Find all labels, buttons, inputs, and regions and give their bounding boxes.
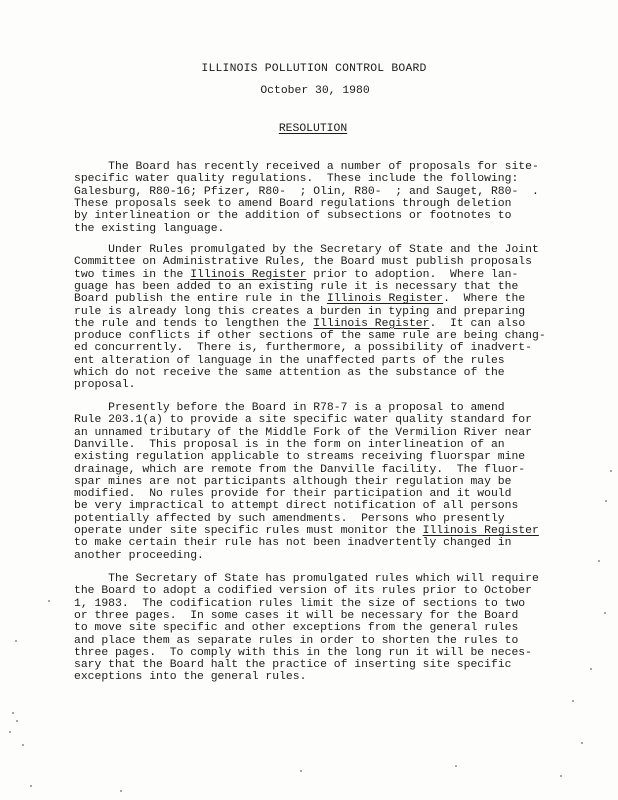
text-line	[74, 256, 532, 268]
text-line	[74, 500, 518, 512]
text-run: ed concurrently. There is, furthermore, a possibility of inadvert-	[74, 342, 532, 355]
text-run: The Secretary of State has promulgated rules which will require	[74, 573, 539, 585]
text-line	[74, 610, 518, 622]
scan-speck	[15, 640, 17, 642]
text-run: guage has been added to an existing rule it is necessary that the	[74, 280, 519, 293]
text-run: These proposals seek to amend Board regulations through deletion	[74, 197, 512, 210]
text-run: potentially affected by such amendments. Persons who presently	[74, 512, 505, 525]
text-line	[74, 161, 539, 173]
text-line	[74, 186, 539, 198]
text-run: rule is already long this creates a burden in typing and preparing	[74, 305, 526, 318]
text-line	[74, 367, 505, 379]
scan-speck	[9, 731, 11, 733]
text-line	[74, 293, 525, 305]
text-run: Danville. This proposal is in the form on interlineation of an	[74, 438, 505, 451]
text-line	[74, 622, 518, 634]
text-line	[74, 210, 511, 222]
text-line	[74, 585, 532, 597]
scan-speck	[30, 785, 32, 787]
scan-speck	[12, 712, 14, 714]
text-run: by interlineation or the addition of subsections or footnotes to	[74, 210, 512, 223]
text-line	[74, 355, 505, 367]
text-run: the Board to adopt a codified version of its rules prior to October	[74, 585, 532, 598]
text-run: an unnamed tributary of the Middle Fork of the Vermilion River near	[74, 426, 532, 439]
text-line	[74, 269, 518, 281]
scan-speck	[22, 744, 24, 746]
underlined-title: Illinois Register	[190, 268, 307, 281]
text-line	[74, 598, 525, 610]
text-run: produce conflicts if other sections of the same rule are being chang-	[74, 330, 546, 343]
text-line	[74, 513, 505, 525]
scan-speck	[48, 600, 50, 602]
text-run: to move site specific and other exceptions from the general rules	[74, 622, 519, 635]
text-line	[74, 414, 532, 426]
text-run: ent alteration of language in the unaffected parts of the rules	[74, 354, 505, 367]
text-line	[74, 402, 505, 414]
text-line	[74, 281, 518, 293]
scan-speck	[300, 770, 302, 772]
text-run: two times in the	[74, 268, 191, 281]
text-run: the existing language.	[74, 222, 225, 235]
text-line	[74, 330, 546, 342]
text-run: . It can also	[429, 317, 526, 330]
text-run: Board publish the entire rule in the	[74, 293, 327, 306]
scan-speck	[572, 700, 574, 702]
text-run: 1, 1983. The codification rules limit the size of sections to two	[74, 597, 526, 610]
text-line	[74, 244, 539, 256]
text-line	[74, 671, 306, 683]
scan-speck	[581, 742, 583, 744]
underlined-title: Illinois Register	[326, 293, 444, 306]
text-run: Presently before the Board in R78-7 is a proposal to amend	[74, 402, 505, 414]
text-run: spar mines are not participants although their regulation may be	[74, 475, 512, 488]
text-line	[74, 173, 518, 185]
resolution-heading: RESOLUTION	[278, 123, 348, 135]
text-run: operate under site specific rules must monitor the	[74, 525, 423, 537]
scan-speck	[605, 500, 607, 502]
underlined-title: Illinois Register	[422, 525, 539, 537]
text-line	[74, 525, 539, 537]
text-run: Galesburg, R80-16; Pfizer, R80- ; Olin, R80- ; and Sauget, R80- .	[74, 185, 539, 198]
text-run: drainage, which are remote from the Danville facility. The fluor-	[74, 463, 526, 476]
text-run: to make certain their rule has not been inadvertently changed in	[74, 537, 512, 550]
text-run: which do not receive the same attention as the substance of the	[74, 367, 505, 379]
text-run: Under Rules promulgated by the Secretary of State and the Joint	[74, 244, 539, 256]
text-run: existing regulation applicable to streams receiving fluorspar mine	[74, 451, 526, 464]
text-run: . Where the	[443, 293, 526, 306]
underlined-title: Illinois Register	[313, 317, 430, 330]
scan-speck	[455, 765, 457, 767]
text-run: Rule 203.1(a) to provide a site specific water quality standard for	[74, 414, 532, 427]
text-line	[74, 379, 136, 391]
scan-speck	[598, 560, 600, 562]
text-line	[74, 537, 511, 549]
text-run: proposal.	[74, 379, 136, 392]
text-run: specific water quality regulations. These include the following:	[74, 173, 519, 186]
scan-speck	[120, 790, 122, 792]
text-run: The Board has recently received a number of proposals for site-	[74, 161, 539, 173]
text-line	[74, 659, 511, 671]
text-run: and place them as separate rules in order to shorten the rules to	[74, 634, 519, 647]
text-run: Committee on Administrative Rules, the Board must publish proposals	[74, 256, 532, 269]
text-run: the rule and tends to lengthen the	[74, 317, 314, 330]
text-line	[74, 550, 204, 562]
text-run: three pages. To comply with this in the long run it will be neces-	[74, 646, 532, 659]
text-line	[74, 464, 525, 476]
scan-speck	[604, 612, 606, 614]
text-run: another proceeding.	[74, 549, 204, 562]
text-line	[74, 318, 525, 330]
text-line	[74, 647, 532, 659]
text-line	[74, 427, 532, 439]
scan-speck	[560, 775, 562, 777]
text-line	[74, 223, 224, 235]
text-run: exceptions into the general rules.	[74, 671, 307, 684]
text-run: modified. No rules provide for their participation and it would	[74, 488, 512, 501]
text-line	[74, 342, 532, 354]
board-title: ILLINOIS POLLUTION CONTROL BOARD	[201, 63, 427, 75]
scan-speck	[16, 720, 18, 722]
text-line	[74, 635, 518, 647]
text-line	[74, 198, 511, 210]
scan-speck	[590, 668, 592, 670]
text-run: be very impractical to attempt direct notification of all persons	[74, 500, 519, 513]
text-run: or three pages. In some cases it will be necessary for the Board	[74, 609, 519, 622]
text-line	[74, 306, 525, 318]
text-line	[74, 573, 539, 585]
text-line	[74, 488, 511, 500]
text-line	[74, 439, 505, 451]
text-line	[74, 476, 511, 488]
text-run: sary that the Board halt the practice of inserting site specific	[74, 659, 512, 672]
document-date: October 30, 1980	[260, 85, 370, 97]
text-run: prior to adoption. Where lan-	[306, 268, 519, 281]
scan-speck	[610, 470, 612, 472]
text-line	[74, 451, 525, 463]
